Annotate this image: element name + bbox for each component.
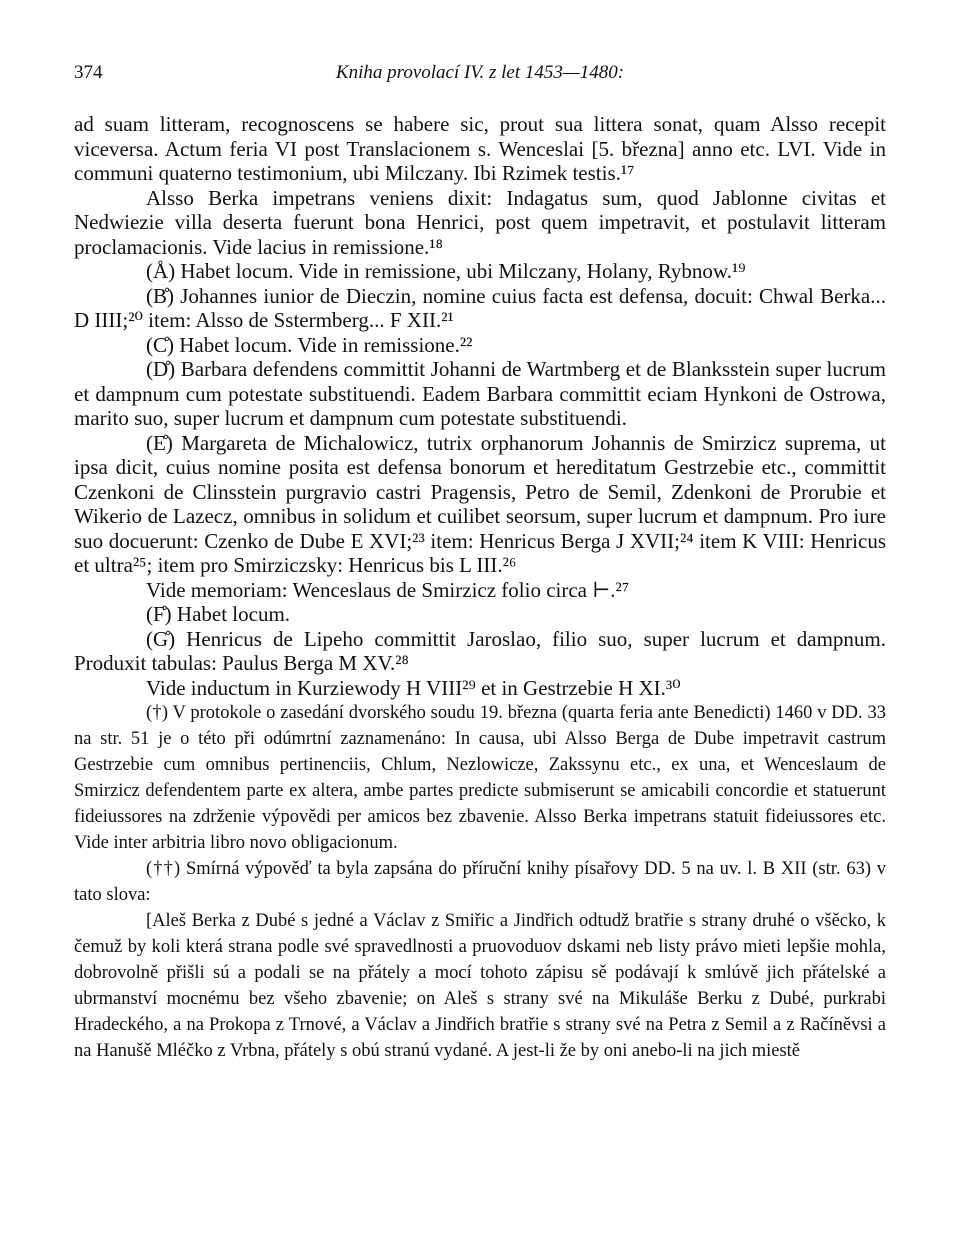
page-number: 374 [74, 62, 103, 83]
paragraph: (D̊) Barbara defendens committit Johanni de Wartmberg et de Blanksstein super lucrum et dampnum cum potestate substituendi. Eadem Barbara committit eciam Hynkoni de Ostrowa, marito suo, super lucrum et dampnum cum potestate substituendi. [74, 357, 886, 430]
paragraph: Vide inductum in Kurziewody H VIII²⁹ et in Gestrzebie H XI.³⁰ [146, 675, 681, 700]
paragraph: (Å) Habet locum. Vide in remissione, ubi Milczany, Holany, Rybnow.¹⁹ [146, 259, 746, 283]
page-body [74, 112, 886, 1064]
note-paragraph: (†) V protokole o zasedání dvorského soudu 19. března (quarta feria ante Benedicti) 1460 v DD. 33 na str. 51 je o této při odúmrtní zaznamenáno: In causa, ubi Alsso Berga de Dube impetravit castrum Gestrzebie cum omnibus pertinenciis, Chlum, Nezlowicze, Zakssynu etc., ex una, et Wenceslaum de Smirzicz defendentem parte ex altera, ambe partes predicte submiserunt se amicabili concordie et statuerunt fideiussores na zdrženie výpovědi per amicos bez zbavenie. Alsso Berka impetrans statuit fideiussores etc. Vide inter arbitria libro novo obligacionum. [74, 703, 886, 853]
paragraph: (E̊) Margareta de Michalowicz, tutrix orphanorum Johannis de Smirzicz suprema, ut ipsa dicit, cuius nomine posita est defensa bonorum et hereditatum Gestrzebie etc., committit Czenkoni de Clinsstein purgravio castri Pragensis, Petro de Semil, Zdenkoni de Prorubie et Wikerio de Lazecz, omnibus in solidum et cuilibet seorsum, super lucrum et dampnum. Pro iure suo docuerunt: Czenko de Dube E XVI;²³ item: Henricus Berga J XVII;²⁴ item K VIII: Henricus et ultra²⁵; item pro Smirziczsky: Henricus bis L III.²⁶ [74, 430, 886, 577]
paragraph: (G̊) Henricus de Lipeho committit Jaroslao, filio suo, super lucrum et dampnum. Produxit tabulas: Paulus Berga M XV.²⁸ [74, 626, 886, 675]
page-header [74, 62, 886, 90]
paragraph: Vide memoriam: Wenceslaus de Smirzicz folio circa ⊢.²⁷ [146, 577, 630, 602]
note-paragraph: (††) Smírná výpověď ta byla zapsána do příruční knihy písařovy DD. 5 na uv. l. B XII (str. 63) v tato slova: [74, 859, 886, 905]
paragraph: ad suam litteram, recognoscens se habere sic, prout sua littera sonat, quam Alsso recepit viceversa. Actum feria VI post Translacionem s. Wenceslai [5. března] anno etc. LVI. Vide in communi quaterno testimonium, ubi Milczany. Ibi Rzimek testis.¹⁷ [74, 112, 886, 185]
paragraph: (F̊) Habet locum. [146, 602, 291, 626]
note-paragraph: [Aleš Berka z Dubé s jedné a Václav z Smiřic a Jindřich odtudž bratřie s strany druhé o všěcko, k čemuž by koli která strana podle své spravedlnosti a pruovoduov dskami neb listy právo mieti lepšie mohla, dobrovolně přišli sú a podali se na přátely a mocí tohoto zápisu sě podávají k smlúvě jich přátelské a ubrmanství mocnému bez všeho zbavenie; on Aleš s strany své na Mikuláše Berku z Dubé, purkrabi Hradeckého, a na Prokopa z Trnové, a Václav a Jindřich bratřie s strany své na Petra z Semil a z Račíněvsi a na Hanušě Mléčko z Vrbna, přátely s obú stranú vydané. A jest-li že by oni anebo-li na jich miestě [74, 911, 886, 1061]
paragraph: (C̊) Habet locum. Vide in remissione.²² [146, 332, 473, 357]
paragraph: Alsso Berka impetrans veniens dixit: Indagatus sum, quod Jablonne civitas et Nedwiezie villa deserta fuerunt bona Henrici, post quem impetravit, et postulavit litteram proclamacionis. Vide lacius in remissione.¹⁸ [74, 185, 886, 259]
running-title: Kniha provolací IV. z let 1453—1480: [335, 62, 625, 83]
paragraph: (B̊) Johannes iunior de Dieczin, nomine cuius facta est defensa, docuit: Chwal Berka... D IIII;²⁰ item: Alsso de Sstermberg... F XII.²¹ [74, 283, 886, 332]
